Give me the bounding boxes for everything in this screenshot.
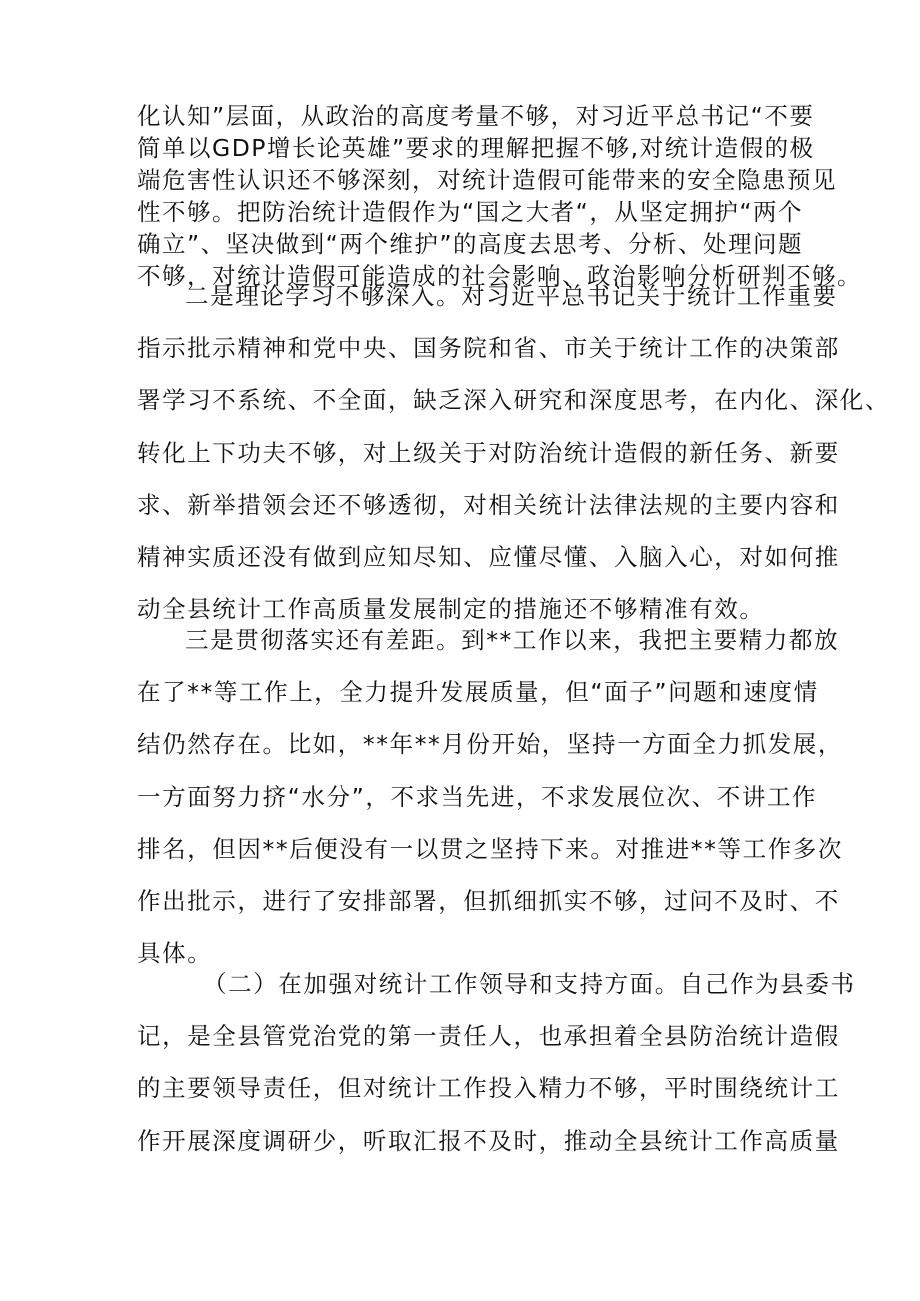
- text-line: 精神实质还没有做到应知尽知、应懂尽懂、入脑入心，对如何推: [137, 542, 840, 571]
- text-line: 作出批示，进行了安排部署，但抓细抓实不够，过问不及时、不: [137, 886, 840, 915]
- text-line: 确立”、坚决做到“两个维护”的高度去思考、分析、处理问题: [137, 230, 804, 258]
- text-line: 排名，但因**后便没有一以贯之坚持下来。对推进**等工作多次: [137, 834, 843, 863]
- text-line: 求、新举措领会还不够透彻，对相关统计法律法规的主要内容和: [137, 490, 840, 519]
- text-line: 端危害性认识还不够深刻，对统计造假可能带来的安全隐患预见: [137, 166, 837, 194]
- text-line: 记，是全县管党治党的第一责任人，也承担着全县防治统计造假: [137, 1022, 840, 1051]
- text-line: 二是理论学习不够深入。对习近平总书记关于统计工作重要: [185, 282, 838, 310]
- text-line: 署学习不系统、不全面，缺乏深入研究和深度思考，在内化、深化、: [137, 386, 890, 415]
- paragraph-theory-study: [137, 270, 890, 635]
- text-line: 动全县统计工作高质量发展制定的措施还不够精准有效。: [137, 595, 765, 624]
- text-line: 转化上下功夫不够，对上级关于对防治统计造假的新任务、新要: [137, 438, 840, 467]
- text-line: 作开展深度调研少，听取汇报不及时，推动全县统计工作高质量: [137, 1126, 840, 1155]
- text-line: 简单以GDP增长论英雄”要求的理解把握不够,对统计造假的极: [137, 134, 815, 162]
- text-line: 结仍然存在。比如，**年**月份开始，坚持一方面全力抓发展，: [137, 730, 843, 759]
- text-line: 不够，对统计造假可能造成的社会影响、政治影响分析研判不够。: [137, 262, 862, 290]
- text-line: 的主要领导责任，但对统计工作投入精力不够，平时围绕统计工: [137, 1074, 840, 1103]
- text-line: 一方面努力挤“水分”，不求当先进，不求发展位次、不讲工作: [137, 782, 818, 811]
- text-line: 性不够。把防治统计造假作为“国之大者“，从坚定拥护“两个: [137, 198, 804, 226]
- text-line: 指示批示精神和党中央、国务院和省、市关于统计工作的决策部: [137, 334, 840, 363]
- text-line: （二）在加强对统计工作领导和支持方面。自己作为县委书: [203, 970, 856, 998]
- text-line: 三是贯彻落实还有差距。到**工作以来，我把主要精力都放: [185, 626, 840, 654]
- paragraph-leadership-support: [137, 958, 856, 1167]
- paragraph-continuation: [137, 100, 862, 292]
- text-line: 具体。: [137, 939, 213, 968]
- paragraph-implementation: [137, 614, 843, 979]
- text-line: 在了**等工作上，全力提升发展质量，但“面子”问题和速度情: [137, 678, 819, 707]
- text-line: 化认知”层面，从政治的高度考量不够，对习近平总书记“不要: [137, 102, 815, 130]
